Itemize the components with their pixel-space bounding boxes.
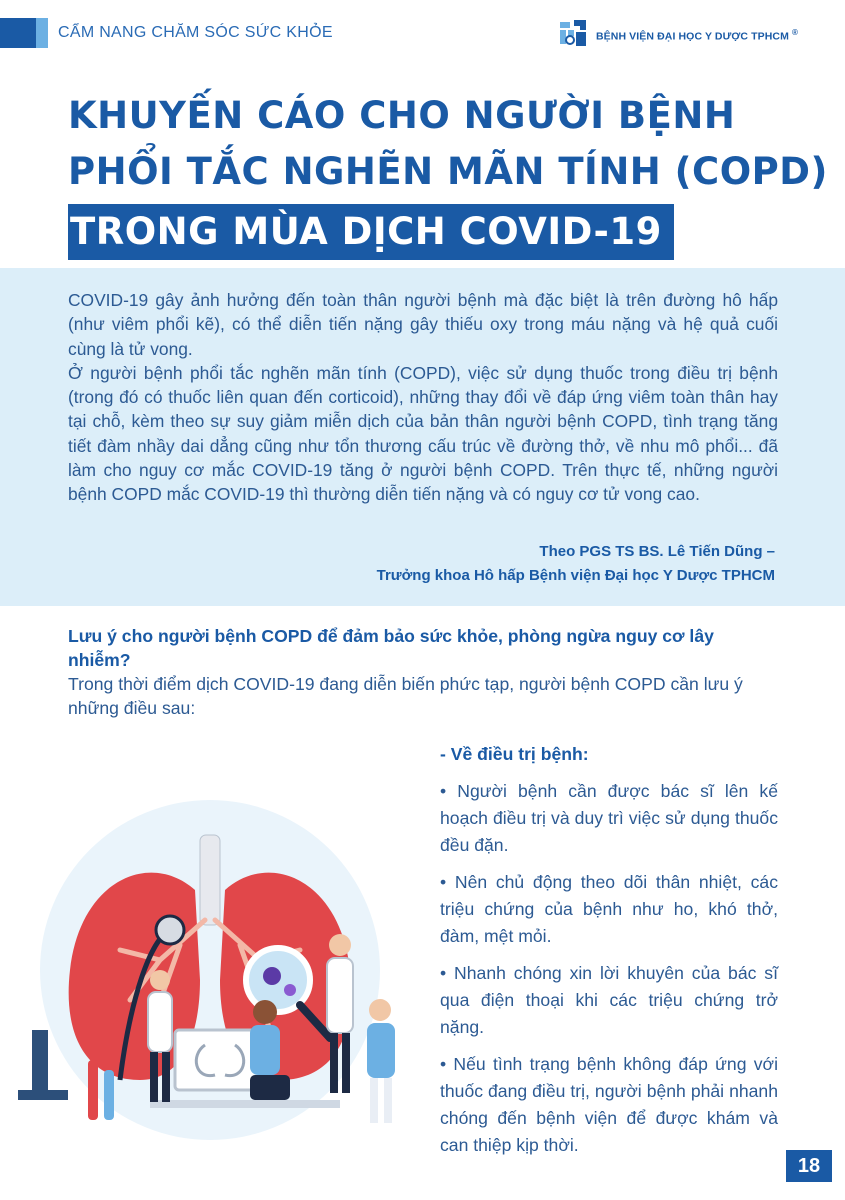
treatment-item: • Nếu tình trạng bệnh không đáp ứng với thuốc đang điều trị, người bệnh phải nhanh chóng đến bệnh viện để được khám và can thiệp kịp thời. — [440, 1054, 778, 1155]
hospital-name: BỆNH VIỆN ĐẠI HỌC Y DƯỢC TPHCM ® — [596, 28, 798, 43]
author-line-1: Theo PGS TS BS. Lê Tiến Dũng – — [539, 543, 775, 560]
treatment-item: • Nên chủ động theo dõi thân nhiệt, các triệu chứng của bệnh như ho, khó thở, đàm, mệt mỏi. — [440, 872, 778, 946]
intro-text — [68, 288, 778, 507]
author-credit — [377, 540, 775, 588]
header-accent-dark — [0, 18, 36, 48]
title-line-3-highlight: TRONG MÙA DỊCH COVID-19 — [68, 204, 674, 260]
header-accent-light — [36, 18, 48, 48]
title-line-2: PHỔI TẮC NGHẼN MÃN TÍNH (COPD) — [68, 150, 828, 193]
hospital-logo-icon — [556, 16, 590, 50]
title-line-1: KHUYẾN CÁO CHO NGƯỜI BỆNH — [68, 94, 736, 137]
intro-paragraph-2: Ở người bệnh phổi tắc nghẽn mãn tính (COPD), việc sử dụng thuốc trong điều trị bệnh (trong đó có thuốc liên quan đến corticoid), những thay đổi về đáp ứng viêm toàn thân hay tại chỗ, kèm theo sự suy giảm miễn dịch của bản thân người bệnh COPD, tình trạng tăng tiết đàm nhầy dai dẳng cũng như tổn thương cấu trúc về đường thở, về nhu mô phổi... đã làm cho nguy cơ mắc COVID-19 tăng ở người bệnh COPD. Trên thực tế, những người bệnh COPD mắc COVID-19 thì thường diễn tiến nặng và có nguy cơ tử vong cao. — [68, 362, 778, 505]
intro-paragraph-1: COVID-19 gây ảnh hưởng đến toàn thân người bệnh mà đặc biệt là trên đường hô hấp (như viêm phổi kẽ), có thể diễn tiến nặng gây thiếu oxy trong máu nặng và hệ quả cuối cùng là tử vong. — [68, 290, 778, 359]
lungs-medical-illustration — [10, 780, 420, 1190]
handbook-title: CẨM NANG CHĂM SÓC SỨC KHỎE — [58, 24, 333, 41]
treatment-item: • Nhanh chóng xin lời khuyên của bác sĩ qua điện thoại khi các triệu chứng trở nặng. — [440, 963, 778, 1037]
page-header — [0, 0, 845, 70]
treatment-heading: - Về điều trị bệnh: — [440, 744, 589, 764]
author-line-2: Trưởng khoa Hô hấp Bệnh viện Đại học Y Dược TPHCM — [376, 567, 775, 584]
intro-panel — [0, 268, 845, 606]
treatment-item: • Người bệnh cần được bác sĩ lên kế hoạch điều trị và duy trì việc sử dụng thuốc đều đặn. — [440, 781, 778, 855]
page-number: 18 — [786, 1150, 832, 1182]
registered-mark: ® — [792, 28, 798, 37]
note-question: Lưu ý cho người bệnh COPD để đảm bảo sức khỏe, phòng ngừa nguy cơ lây nhiễm? — [68, 626, 714, 670]
treatment-section — [440, 742, 778, 1169]
article-title — [68, 88, 828, 260]
note-body: Trong thời điểm dịch COVID-19 đang diễn biến phức tạp, người bệnh COPD cần lưu ý những điều sau: — [68, 674, 743, 718]
